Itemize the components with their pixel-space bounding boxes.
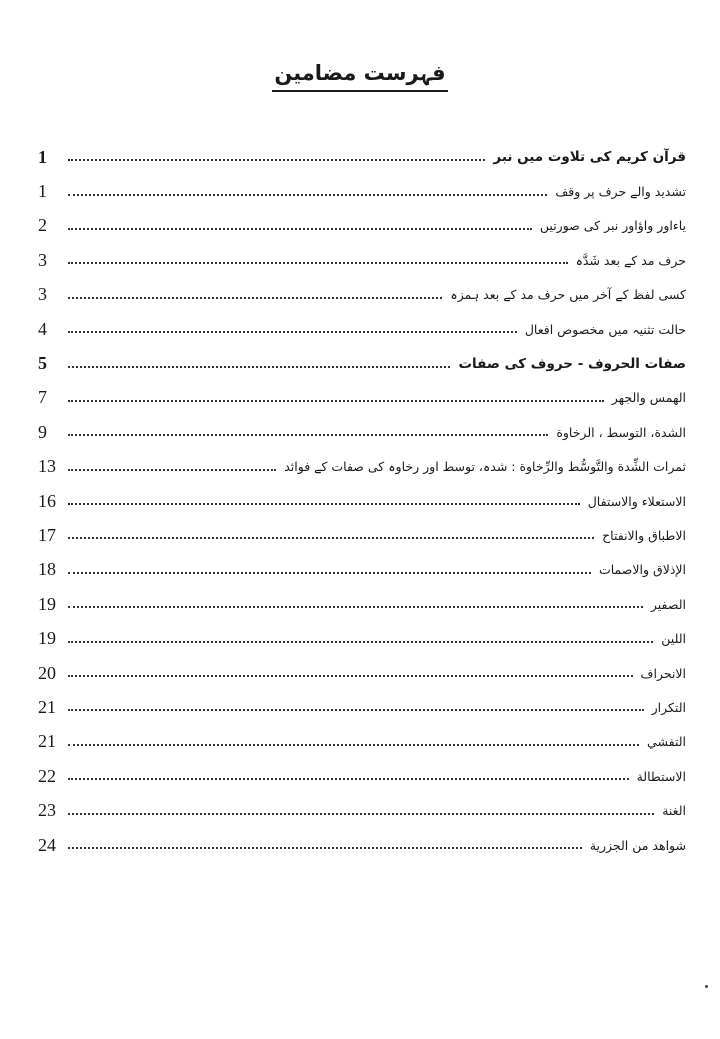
toc-entry [38,450,686,484]
toc-page-number: 7 [38,387,47,408]
toc-entry [38,690,686,724]
dot-leader [68,159,485,161]
margin-dot [705,985,708,988]
toc-entry-title: قرآن کریم کی تلاوت میں نبر [493,149,686,166]
toc-entry [38,518,686,552]
toc-entry-title: الانحراف [640,665,686,681]
dot-leader [68,572,591,574]
toc-entry-title: حالت تثنیہ میں مخصوص افعال [524,321,686,337]
dot-leader [68,366,450,368]
dot-leader [68,331,517,333]
toc-entry [38,587,686,621]
toc-page-number: 24 [38,834,56,855]
toc-entry-title: الاستعلاء والاستفال [587,493,686,509]
toc-entry-title: شواهد من الجزرية [589,837,686,853]
toc-page-number: 4 [38,318,47,339]
toc-entry-title: الشدة، التوسط ، الرخاوة [556,424,686,440]
toc-page-number: 21 [38,731,56,752]
toc-entry [38,243,686,277]
dot-leader [68,778,629,780]
toc-entry-title: الاطباق والانفتاح [602,527,686,543]
toc-heading [0,58,720,92]
toc-entry-title: الصفير [650,596,686,612]
dot-leader [68,400,604,402]
toc-entry-title: الإذلاق والاصمات [598,562,686,578]
toc-entry [38,415,686,449]
toc-page-number: 9 [38,421,47,442]
toc-entry [38,553,686,587]
toc-entry-title: کسی لفظ کے آخر میں حرف مد کے بعد ہمزہ [450,287,686,303]
toc-entry [38,209,686,243]
toc-entry-title: حرف مد کے بعد شَدَّہ [575,252,686,268]
dot-leader [68,469,276,471]
toc-entry [38,656,686,690]
toc-entry [38,381,686,415]
dot-leader [68,675,633,677]
page-title: فہرست مضامین [272,58,447,92]
toc-entry-title: تشدید والے حرف پر وقف [555,184,686,200]
dot-leader [68,709,644,711]
toc-entry [38,140,686,174]
toc-entry-title: التفشي [647,734,686,750]
toc-entry-title: اللين [661,631,686,647]
dot-leader [68,606,643,608]
dot-leader [68,537,594,539]
dot-leader [68,297,442,299]
toc-page-number: 16 [38,490,56,511]
dot-leader [68,194,547,196]
dot-leader [68,744,639,746]
toc-entry-title: ثمرات الشِّدة والتَّوسُّط والرِّخاوة : شدہ، توسط اور رخاوہ کی صفات کے فوائد [284,459,686,475]
toc-page-number: 22 [38,765,56,786]
dot-leader [68,503,580,505]
toc-page-number: 1 [38,181,47,202]
toc-entry [38,312,686,346]
toc-entry [38,621,686,655]
toc-entry-title: الاستطالة [636,768,686,784]
toc-page-number: 3 [38,249,47,270]
toc-entry [38,828,686,862]
dot-leader [68,641,653,643]
toc-entry [38,484,686,518]
toc-entry [38,346,686,380]
toc-page-number: 20 [38,662,56,683]
toc-entry-title: صفات الحروف - حروف کی صفات [458,355,686,372]
toc-entry-title: الهمس والجهر [611,390,686,406]
dot-leader [68,434,548,436]
dot-leader [68,228,532,230]
toc-page-number: 19 [38,628,56,649]
toc-entry [38,725,686,759]
toc-page-number: 13 [38,456,56,477]
toc-entry [38,174,686,208]
toc-entry-title: التكرار [651,699,686,715]
toc-entry [38,278,686,312]
toc-page-number: 3 [38,284,47,305]
dot-leader [68,262,568,264]
toc-page-number: 2 [38,215,47,236]
dot-leader [68,813,654,815]
toc-page-number: 17 [38,524,56,545]
toc-page-number: 21 [38,696,56,717]
toc-page-number: 18 [38,559,56,580]
toc-entry-title: یاءاور واؤاور نبر کی صورتیں [539,218,686,234]
toc-page-number: 1 [38,146,47,167]
toc-page-number: 5 [38,353,47,374]
toc-entry [38,793,686,827]
dot-leader [68,847,582,849]
toc-entry-title: الغنة [662,803,686,819]
toc-page-number: 23 [38,800,56,821]
toc-list [38,140,686,862]
toc-page-number: 19 [38,593,56,614]
toc-entry [38,759,686,793]
